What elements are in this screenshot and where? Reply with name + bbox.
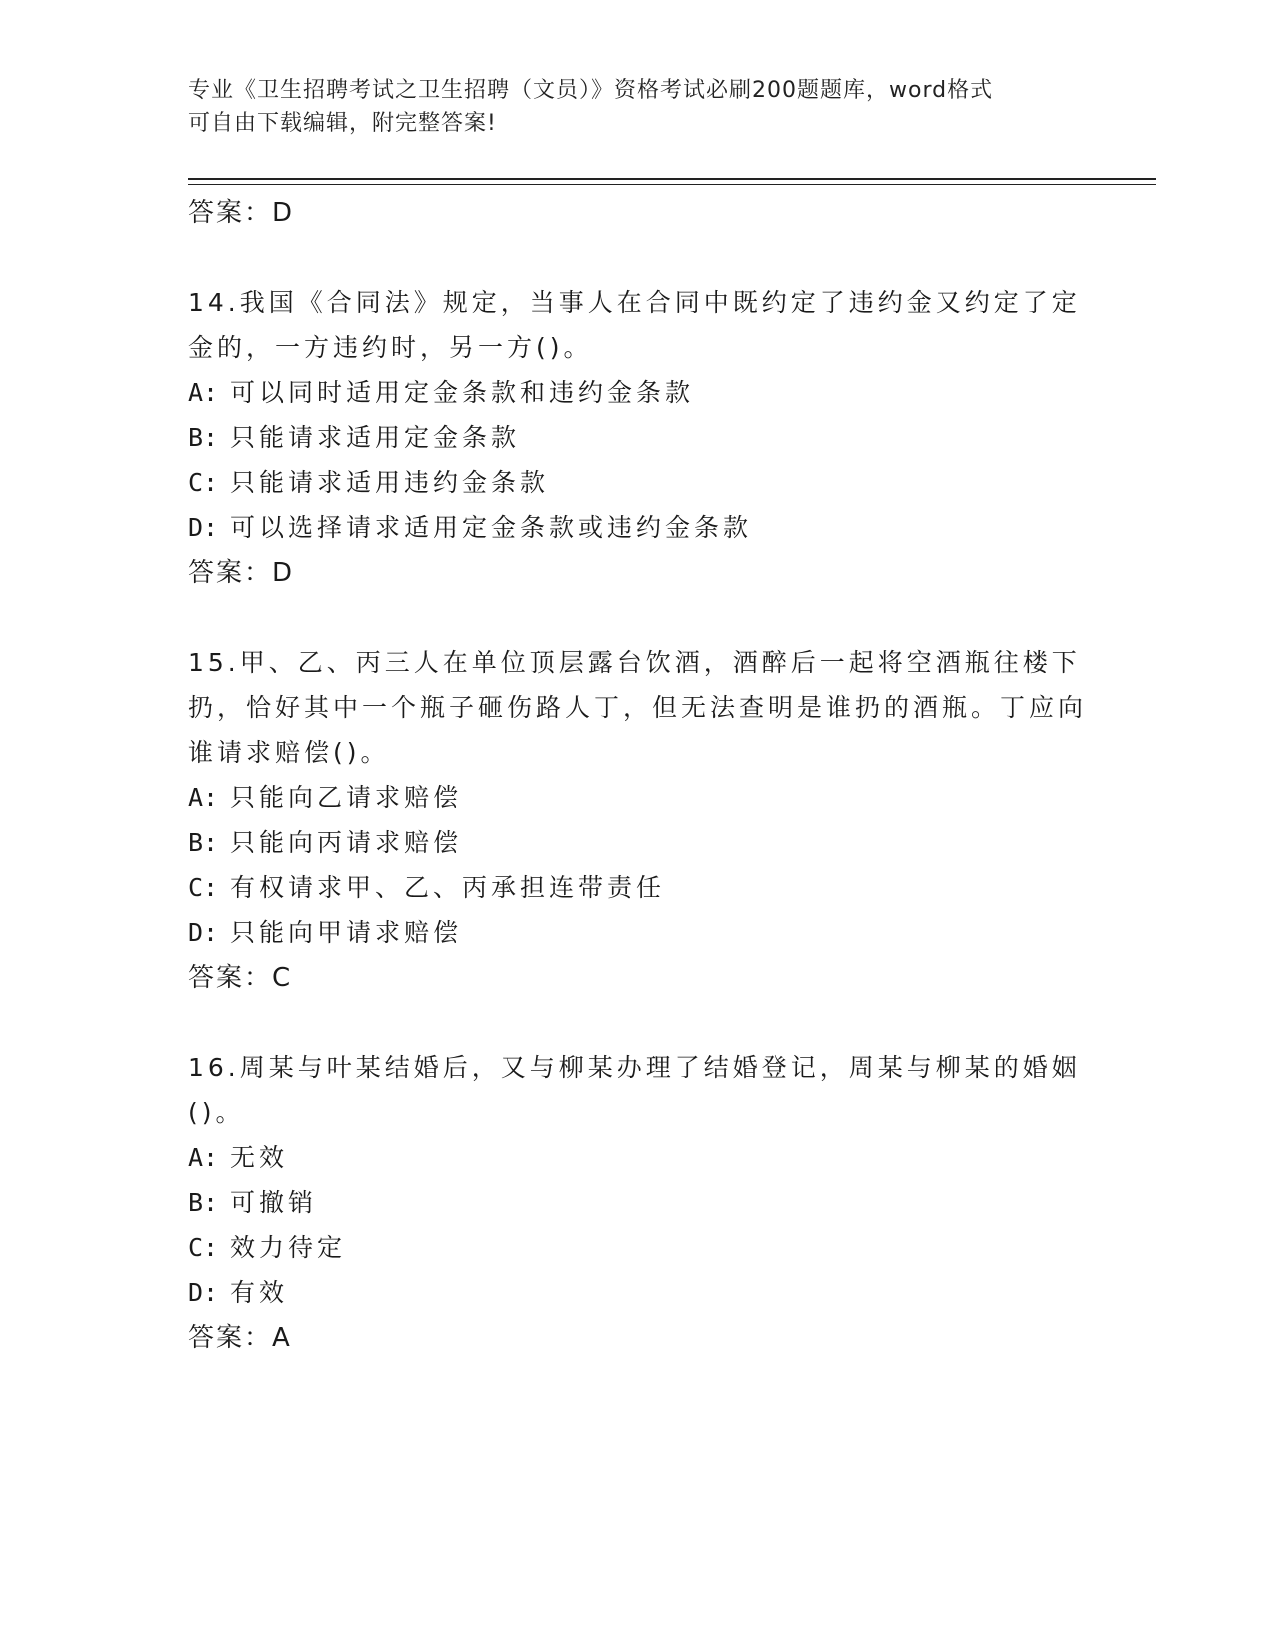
option-text: 可撤销 [230, 1188, 318, 1217]
option-text: 效力待定 [230, 1233, 347, 1262]
answer-line: 答案：D [188, 558, 295, 588]
option-b [188, 820, 1088, 865]
option-text: 有效 [230, 1278, 289, 1307]
option-c [188, 1225, 1088, 1270]
option-text: 可以同时适用定金条款和违约金条款 [230, 378, 695, 407]
page-header [188, 74, 1088, 140]
question-block [188, 280, 1088, 596]
header-title-line-1: 专业《卫生招聘考试之卫生招聘（文员）》资格考试必刷200题题库，word格式 [188, 78, 994, 103]
answer-line: 答案：A [188, 1323, 292, 1353]
option-a [188, 775, 1088, 820]
option-text: 只能向乙请求赔偿 [230, 783, 463, 812]
option-d [188, 910, 1088, 955]
option-text: 只能请求适用定金条款 [230, 423, 521, 452]
question-stem: 15.甲、乙、丙三人在单位顶层露台饮酒，酒醉后一起将空酒瓶往楼下扔，恰好其中一个瓶子砸伤路人丁，但无法查明是谁扔的酒瓶。丁应向谁请求赔偿()。 [188, 648, 1088, 767]
question-stem: 16.周某与叶某结婚后，又与柳某办理了结婚登记，周某与柳某的婚姻()。 [188, 1053, 1081, 1127]
option-a [188, 370, 1088, 415]
option-letter: A: [188, 1143, 219, 1172]
option-text: 只能向甲请求赔偿 [230, 918, 463, 947]
option-letter: D: [188, 918, 219, 947]
option-b [188, 1180, 1088, 1225]
option-letter: C: [188, 468, 219, 497]
option-text: 无效 [230, 1143, 289, 1172]
option-d [188, 505, 1088, 550]
option-c [188, 460, 1088, 505]
option-text: 可以选择请求适用定金条款或违约金条款 [230, 513, 753, 542]
option-text: 只能请求适用违约金条款 [230, 468, 550, 497]
option-text: 有权请求甲、乙、丙承担连带责任 [230, 873, 666, 902]
question-block [188, 640, 1088, 1001]
document-body [188, 190, 1088, 1361]
option-letter: A: [188, 783, 219, 812]
option-letter: D: [188, 1278, 219, 1307]
option-letter: B: [188, 1188, 219, 1217]
option-letter: D: [188, 513, 219, 542]
option-c [188, 865, 1088, 910]
option-d [188, 1270, 1088, 1315]
option-letter: B: [188, 423, 219, 452]
option-letter: B: [188, 828, 219, 857]
option-b [188, 415, 1088, 460]
question-block [188, 1045, 1088, 1361]
header-title-line-2: 可自由下载编辑，附完整答案! [188, 111, 497, 136]
question-stem: 14.我国《合同法》规定，当事人在合同中既约定了违约金又约定了定金的，一方违约时，另一方()。 [188, 288, 1081, 362]
option-letter: C: [188, 873, 219, 902]
option-letter: C: [188, 1233, 219, 1262]
option-a [188, 1135, 1088, 1180]
option-text: 只能向丙请求赔偿 [230, 828, 463, 857]
option-letter: A: [188, 378, 219, 407]
header-divider [188, 178, 1156, 185]
answer-line: 答案：C [188, 963, 293, 993]
answer-line: 答案：D [188, 198, 295, 228]
